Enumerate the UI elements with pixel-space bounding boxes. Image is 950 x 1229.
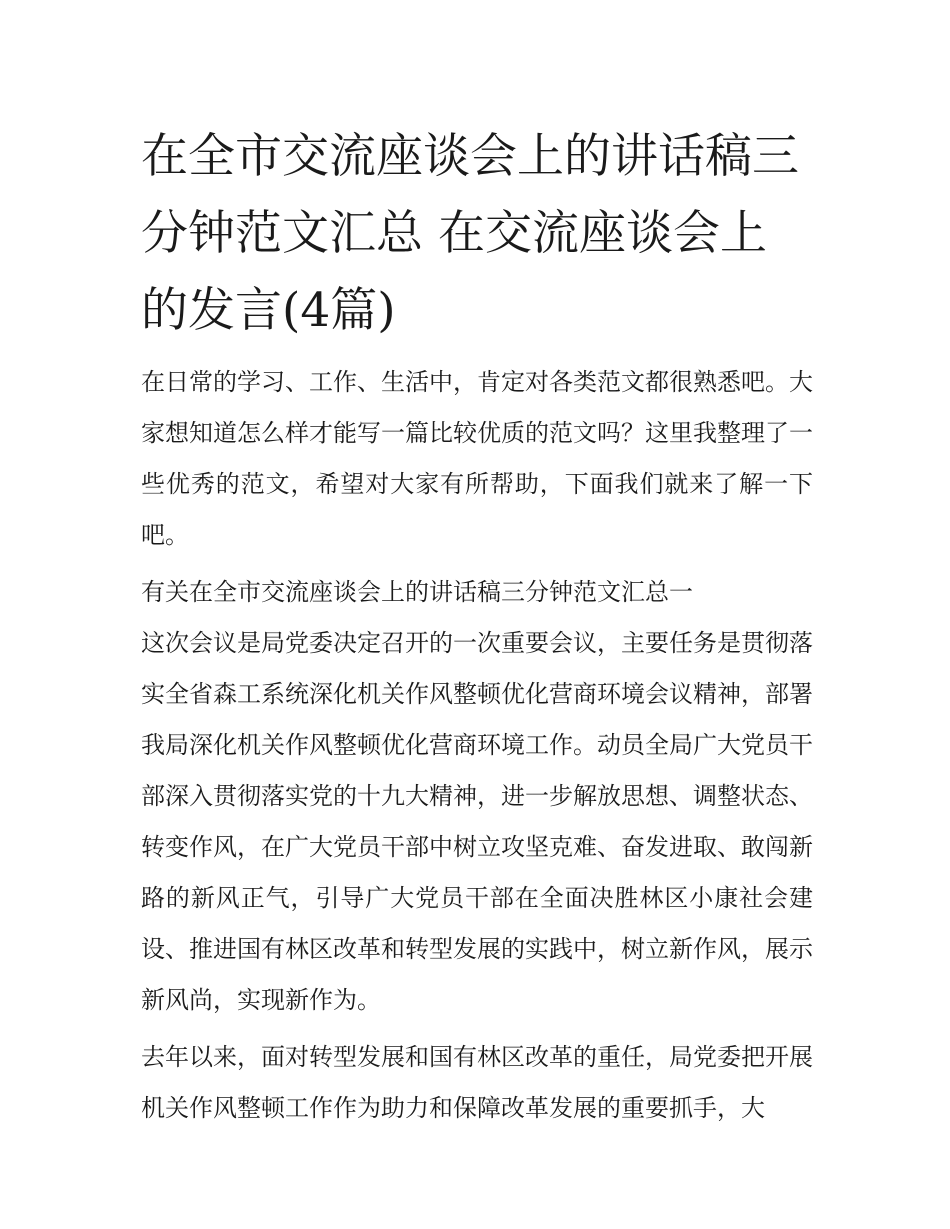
document-body	[141, 118, 813, 1134]
body-paragraph: 这次会议是局党委决定召开的一次重要会议，主要任务是贯彻落实全省森工系统深化机关作风整顿优化营商环境会议精神，部署我局深化机关作风整顿优化营商环境工作。动员全局广大党员干部深入贯彻落实党的十九大精神，进一步解放思想、调整状态、转变作风，在广大党员干部中树立攻坚克难、奋发进取、敢闯新路的新风正气，引导广大党员干部在全面决胜林区小康社会建设、推进国有林区改革和转型发展的实践中，树立新作风，展示新风尚，实现新作为。	[141, 629, 813, 1014]
section-heading: 有关在全市交流座谈会上的讲话稿三分钟范文汇总一	[141, 578, 693, 606]
document-title: 在全市交流座谈会上的讲话稿三分钟范文汇总 在交流座谈会上的发言(4篇)	[141, 129, 799, 338]
body-paragraph: 去年以来，面对转型发展和国有林区改革的重任，局党委把开展机关作风整顿工作作为助力和保障改革发展的重要抓手，大	[141, 1043, 813, 1122]
intro-paragraph: 在日常的学习、工作、生活中，肯定对各类范文都很熟悉吧。大家想知道怎么样才能写一篇比较优质的范文吗？这里我整理了一些优秀的范文，希望对大家有所帮助，下面我们就来了解一下吧。	[141, 368, 813, 549]
